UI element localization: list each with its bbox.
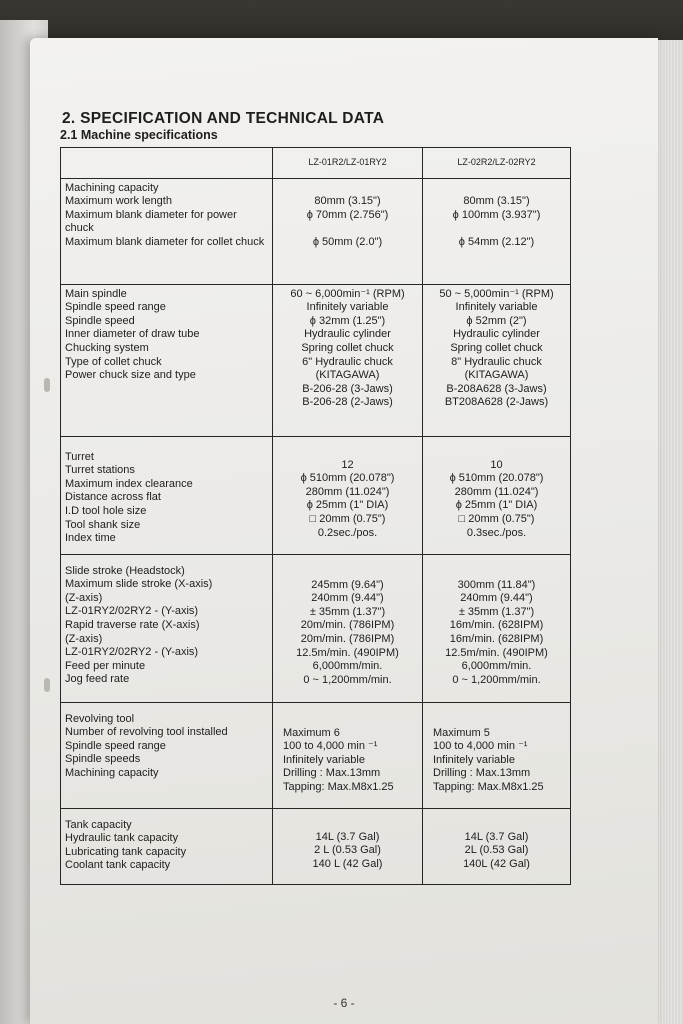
row-values-b: 10 ϕ 510mm (20.078") 280mm (11.024") ϕ 25mm (1" DIA) □ 20mm (0.75") 0.3sec./pos. — [423, 436, 571, 554]
row-values-a: Maximum 6 100 to 4,000 min ⁻¹ Infinitely variable Drilling : Max.13mm Tapping: Max.M8x1.25 — [273, 702, 423, 808]
spec-table — [60, 147, 571, 885]
table-header-row — [61, 148, 571, 179]
row-values-b: 300mm (11.84") 240mm (9.44") ± 35mm (1.37") 16m/min. (628IPM) 16m/min. (628IPM) 12.5m/min. (490IPM) 6,000mm/min. 0 ~ 1,200mm/min. — [423, 554, 571, 702]
row-labels: Turret Turret stations Maximum index clearance Distance across flat I.D tool hole size Tool shank size Index time — [61, 436, 273, 554]
row-labels: Slide stroke (Headstock) Maximum slide stroke (X-axis) (Z-axis) LZ-01RY2/02RY2 - (Y-axis) Rapid traverse rate (X-axis) (Z-axis) LZ-01RY2/02RY2 - (Y-axis) Feed per minute Jog feed rate — [61, 554, 273, 702]
table-row — [61, 284, 571, 436]
table-row — [61, 178, 571, 284]
row-values-b: 80mm (3.15") ϕ 100mm (3.937") ϕ 54mm (2.12") — [423, 178, 571, 284]
header-blank — [61, 148, 273, 179]
subsection-title: 2.1 Machine specifications — [60, 128, 218, 142]
row-values-a: 14L (3.7 Gal) 2 L (0.53 Gal) 140 L (42 Gal) — [273, 808, 423, 884]
spec-content — [60, 110, 590, 885]
row-values-b: 14L (3.7 Gal) 2L (0.53 Gal) 140L (42 Gal) — [423, 808, 571, 884]
table-row — [61, 808, 571, 884]
section-title: 2. SPECIFICATION AND TECHNICAL DATA — [62, 110, 385, 127]
row-values-b: Maximum 5 100 to 4,000 min ⁻¹ Infinitely variable Drilling : Max.13mm Tapping: Max.M8x1.25 — [423, 702, 571, 808]
row-values-a: 60 ~ 6,000min⁻¹ (RPM) Infinitely variable ϕ 32mm (1.25") Hydraulic cylinder Spring collet chuck 6" Hydraulic chuck (KITAGAWA) B-206-28 (3-Jaws) B-206-28 (2-Jaws) — [273, 284, 423, 436]
page-number: - 6 - — [333, 996, 355, 1010]
row-labels: Tank capacity Hydraulic tank capacity Lubricating tank capacity Coolant tank capacity — [61, 808, 273, 884]
row-values-a: 12 ϕ 510mm (20.078") 280mm (11.024") ϕ 25mm (1" DIA) □ 20mm (0.75") 0.2sec./pos. — [273, 436, 423, 554]
binder-hole — [44, 678, 50, 692]
table-row — [61, 702, 571, 808]
row-labels: Revolving tool Number of revolving tool installed Spindle speed range Spindle speeds Machining capacity — [61, 702, 273, 808]
manual-page — [30, 38, 658, 1024]
row-values-a: 80mm (3.15") ϕ 70mm (2.756") ϕ 50mm (2.0") — [273, 178, 423, 284]
row-labels: Main spindle Spindle speed range Spindle speed Inner diameter of draw tube Chucking system Type of collet chuck Power chuck size and type — [61, 284, 273, 436]
table-row — [61, 436, 571, 554]
row-values-a: 245mm (9.64") 240mm (9.44") ± 35mm (1.37") 20m/min. (786IPM) 20m/min. (786IPM) 12.5m/min. (490IPM) 6,000mm/min. 0 ~ 1,200mm/min. — [273, 554, 423, 702]
table-row — [61, 554, 571, 702]
binder-hole — [44, 378, 50, 392]
row-labels: Machining capacity Maximum work length Maximum blank diameter for power chuck Maximum blank diameter for collet chuck — [61, 178, 273, 284]
header-model-a: LZ-01R2/LZ-01RY2 — [273, 148, 423, 179]
header-model-b: LZ-02R2/LZ-02RY2 — [423, 148, 571, 179]
row-values-b: 50 ~ 5,000min⁻¹ (RPM) Infinitely variable ϕ 52mm (2") Hydraulic cylinder Spring collet chuck 8" Hydraulic chuck (KITAGAWA) B-208A628 (3-Jaws) BT208A628 (2-Jaws) — [423, 284, 571, 436]
